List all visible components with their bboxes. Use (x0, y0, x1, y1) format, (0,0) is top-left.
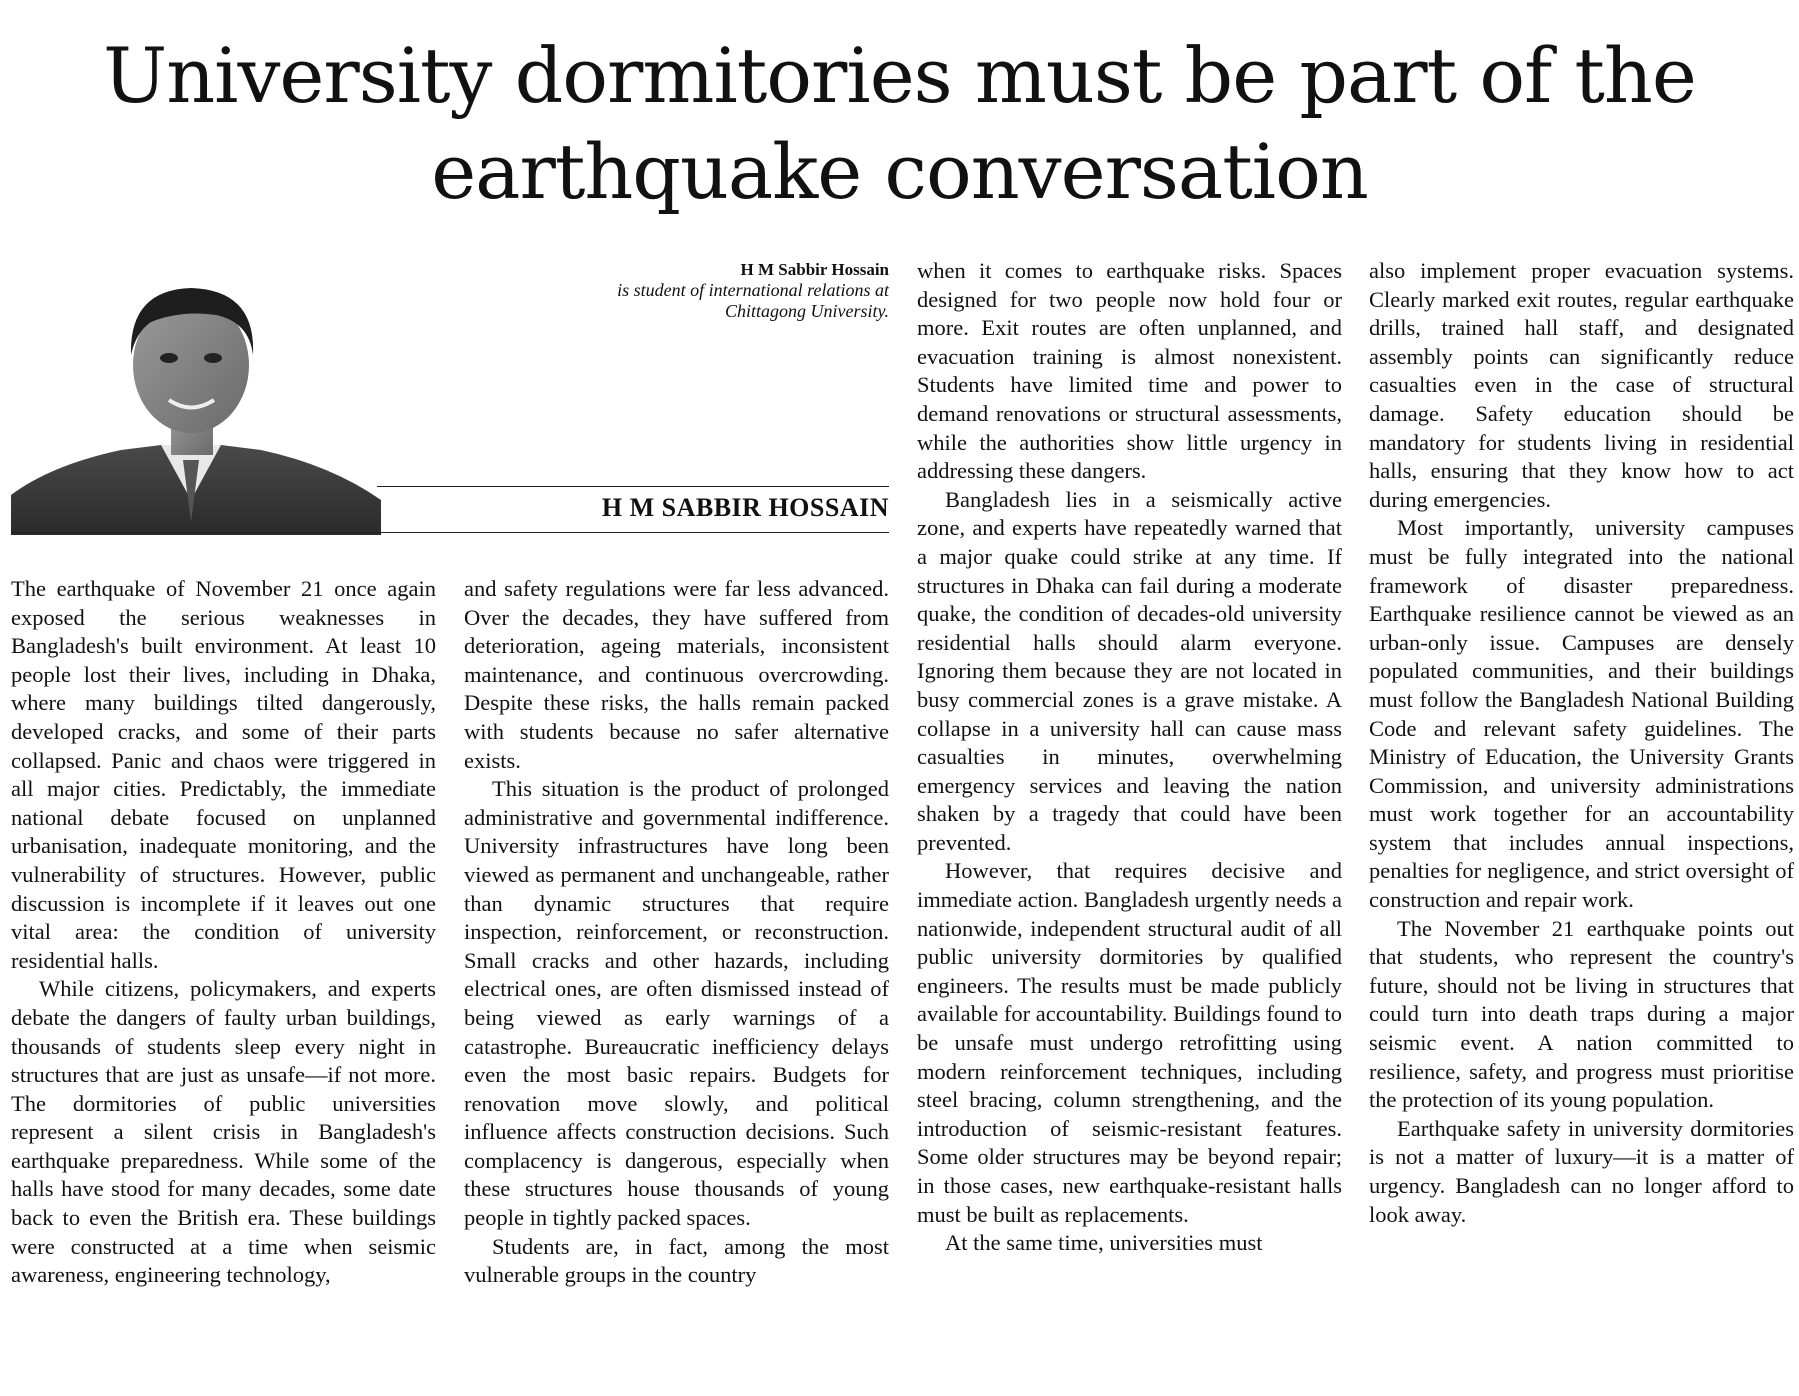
paragraph: Students are, in fact, among the most vulnerable groups in the country (464, 1233, 889, 1288)
paragraph: when it comes to earthquake risks. Spaces designed for two people now hold four or more. Exit routes are often unplanned, and evacuation training is almost nonexistent. Students have limited time and power to demand renovations or structural assessments, while the authorities show little urgency in addressing these dangers. (917, 258, 1342, 484)
paragraph: Most importantly, university campuses must be fully integrated into the national framework of disaster preparedness. Earthquake resilience cannot be viewed as an urban-only issue. Campuses are densely populated communities, and their buildings must follow the Bangladesh National Building Code and relevant safety guidelines. The Ministry of Education, the University Grants Commission, and university administrations must work together for an accountability system that includes annual inspections, penalties for negligence, and strict oversight of construction and repair work. (1369, 515, 1794, 913)
paragraph: While citizens, policymakers, and experts debate the dangers of faulty urban buildings, thousands of students sleep every night in structures that are just as unsafe—if not more. The dormitories of public universities represent a silent crisis in Bangladesh's earthquake preparedness. While some of the halls have stood for many decades, some date back to even the British era. These buildings were constructed at a time when seismic awareness, engineering technology, (11, 976, 436, 1288)
article-column-4 (1369, 257, 1794, 1229)
article-column-1 (11, 575, 436, 1290)
paragraph: and safety regulations were far less advanced. Over the decades, they have suffered from deterioration, ageing materials, inconsistent maintenance, and continuous overcrowding. Despite these risks, the halls remain packed with students because no safer alternative exists. (464, 576, 889, 773)
byline-rule-bottom (11, 532, 889, 533)
author-block (11, 255, 889, 535)
paragraph: This situation is the product of prolonged administrative and governmental indifference. University infrastructures have long been viewed as permanent and unchangeable, rather than dynamic structures that require inspection, reinforcement, or reconstruction. Small cracks and other hazards, including electrical ones, are often dismissed instead of being viewed as early warnings of a catastrophe. Bureaucratic inefficiency delays even the most basic repairs. Budgets for renovation move slowly, and political influence affects construction decisions. Such complacency is dangerous, especially when these structures house thousands of young people in tightly packed spaces. (464, 776, 889, 1231)
headline (0, 28, 1799, 220)
paragraph: Bangladesh lies in a seismically active zone, and experts have repeatedly warned that a major quake could strike at any time. If structures in Dhaka can fail during a moderate quake, the condition of decades-old university residential halls should alarm everyone. Ignoring them because they are not located in busy commercial zones is a grave mistake. A collapse in a university hall can cause mass casualties in minutes, overwhelming emergency services and leaving the nation shaken by a tragedy that could have been prevented. (917, 486, 1342, 855)
byline-rule-top (377, 486, 889, 487)
author-portrait (11, 260, 381, 535)
paragraph: also implement proper evacuation systems. Clearly marked exit routes, regular earthquake drills, trained hall staff, and designated assembly points can significantly reduce casualties even in the case of structural damage. Safety education should be mandatory for students living in residential halls, ensuring that they know how to act during emergencies. (1369, 258, 1794, 512)
headline-line-2: earthquake conversation (431, 127, 1368, 216)
author-description-line-1: is student of international relations at (617, 280, 889, 300)
author-credit (439, 259, 889, 322)
byline-caps: H M SABBIR HOSSAIN (601, 493, 889, 522)
article-column-3 (917, 257, 1342, 1258)
author-name: H M Sabbir Hossain (740, 260, 889, 279)
article-column-2 (464, 575, 889, 1290)
paragraph: However, that requires decisive and immediate action. Bangladesh urgently needs a nationwide, independent structural audit of all public university dormitories by qualified engineers. The results must be made publicly available for accountability. Buildings found to be unsafe must undergo retrofitting using modern reinforcement techniques, including steel bracing, column strengthening, and the introduction of seismic-resistant features. Some older structures may be beyond repair; in those cases, new earthquake-resistant halls must be built as replacements. (917, 858, 1342, 1227)
paragraph: The November 21 earthquake points out that students, who represent the country's future, should not be living in structures that could turn into death traps during a major seismic event. A nation committed to resilience, safety, and progress must prioritise the protection of its young population. (1369, 915, 1794, 1113)
author-description-line-2: Chittagong University. (725, 301, 889, 321)
author-portrait-image (11, 260, 381, 535)
headline-line-1: University dormitories must be part of the (103, 31, 1696, 120)
paragraph: Earthquake safety in university dormitories is not a matter of luxury—it is a matter of urgency. Bangladesh can no longer afford to look away. (1369, 1115, 1794, 1227)
paragraph: The earthquake of November 21 once again exposed the serious weaknesses in Bangladesh's built environment. At least 10 people lost their lives, including in Dhaka, where many buildings tilted dangerously, developed cracks, and some of their parts collapsed. Panic and chaos were triggered in all major cities. Predictably, the immediate national debate focused on unplanned urbanisation, inadequate monitoring, and the vulnerability of structures. However, public discussion is incomplete if it leaves out one vital area: the condition of university residential halls. (11, 576, 436, 973)
paragraph: At the same time, universities must (945, 1230, 1263, 1256)
